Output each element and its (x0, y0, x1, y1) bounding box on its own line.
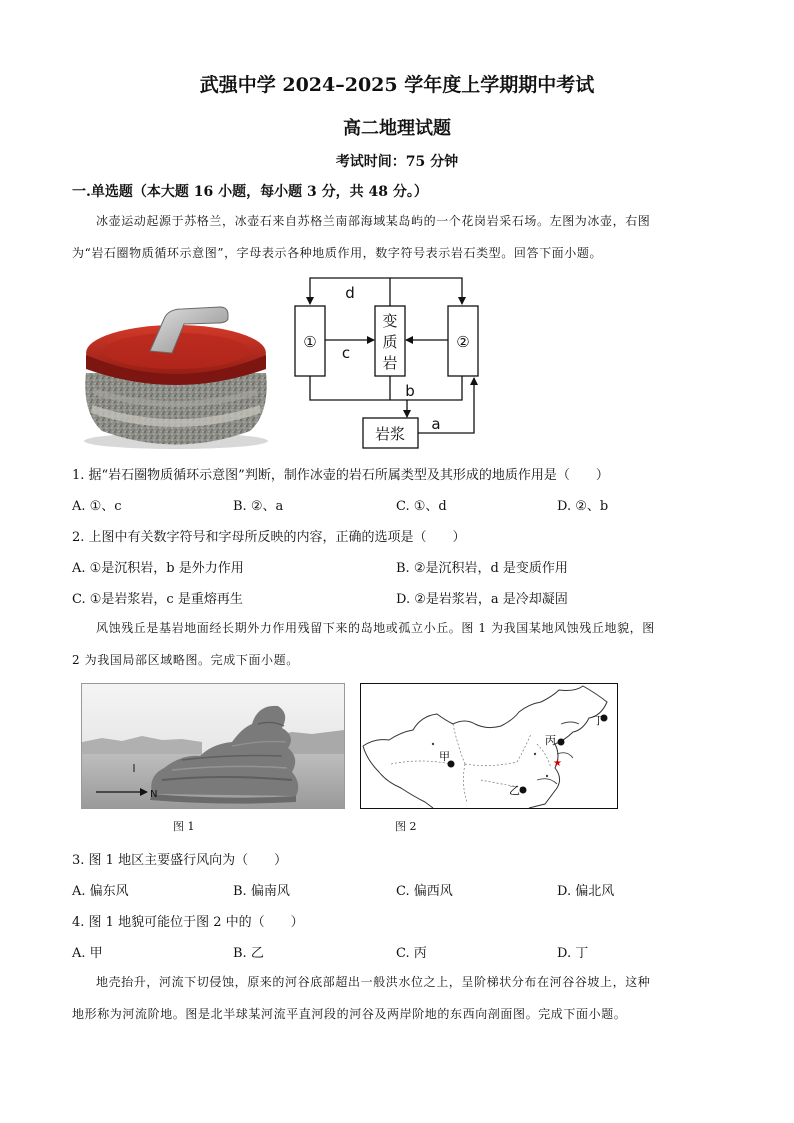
passage2-line1: 风蚀残丘是基岩地面经长期外力作用残留下来的岛地或孤立小丘。图 1 为我国某地风蚀残丘地貌，图 (96, 621, 655, 635)
exam-subtitle: 高二地理试题 (343, 118, 451, 139)
label-rock-2: ② (456, 333, 470, 351)
q3-option-d[interactable]: D. 偏北风 (557, 884, 615, 899)
exam-time: 考试时间：75 分钟 (335, 154, 459, 170)
q1-option-d[interactable]: D. ②、b (557, 499, 609, 514)
label-d: d (345, 284, 355, 302)
label-rock-1: ① (303, 333, 317, 351)
map-point-yi (520, 787, 527, 794)
map-label-ding: 丁 (593, 714, 604, 727)
passage2-line2: 2 为我国局部区域略图。完成下面小题。 (72, 653, 299, 667)
map-label-yi: 乙 (509, 784, 520, 797)
q1-option-c[interactable]: C. ①、d (396, 499, 447, 514)
exam-title: 武强中学 2024–2025 学年度上学期期中考试 (199, 74, 595, 96)
q2-option-b[interactable]: B. ②是沉积岩，d 是变质作用 (396, 561, 568, 576)
label-c: c (341, 344, 351, 362)
q1-option-a[interactable]: A. ①、c (72, 499, 122, 514)
rock-cycle-diagram (290, 272, 490, 452)
question-4: 4. 图 1 地貌可能位于图 2 中的（ ） (72, 915, 304, 930)
q4-option-a[interactable]: A. 甲 (72, 946, 103, 961)
curling-stone-image (72, 293, 277, 451)
map-point-bing (558, 739, 565, 746)
passage1-line1: 冰壶运动起源于苏格兰，冰壶石来自苏格兰南部海域某岛屿的一个花岗岩采石场。左图为冰壶，右图 (96, 214, 651, 228)
question-2: 2. 上图中有关数字符号和字母所反映的内容，正确的选项是（ ） (72, 530, 466, 545)
figure2-caption: 图 2 (395, 820, 417, 833)
map-label-jia: 甲 (439, 750, 450, 763)
label-magma: 岩浆 (374, 425, 406, 443)
figure2-map (360, 683, 618, 809)
map-label-bing: 丙 (545, 734, 556, 747)
q2-option-d[interactable]: D. ②是岩浆岩，a 是冷却凝固 (396, 592, 568, 607)
label-meta-2: 质 (382, 333, 398, 351)
q3-option-a[interactable]: A. 偏东风 (72, 884, 129, 899)
label-meta-3: 岩 (382, 354, 398, 372)
q3-option-b[interactable]: B. 偏南风 (233, 884, 290, 899)
label-a: a (431, 415, 441, 433)
label-b: b (405, 382, 415, 400)
passage3-line2: 地形称为河流阶地。图是北半球某河流平直河段的河谷及两岸阶地的东西向剖面图。完成下面小题。 (72, 1007, 627, 1021)
passage3-line1: 地壳抬升，河流下切侵蚀，原来的河谷底部超出一般洪水位之上，呈阶梯状分布在河谷谷坡上，这种 (96, 975, 651, 989)
question-3: 3. 图 1 地区主要盛行风向为（ ） (72, 853, 288, 868)
q4-option-b[interactable]: B. 乙 (233, 946, 264, 961)
north-arrow-label: N (150, 789, 158, 800)
q1-option-b[interactable]: B. ②、a (233, 499, 284, 514)
figure1-photo (81, 683, 345, 809)
q2-option-a[interactable]: A. ①是沉积岩，b 是外力作用 (72, 561, 244, 576)
passage1-line2: 为“岩石圈物质循环示意图”，字母表示各种地质作用，数字符号表示岩石类型。回答下面小题。 (72, 246, 603, 260)
question-1: 1. 据“岩石圈物质循环示意图”判断，制作冰壶的岩石所属类型及其形成的地质作用是（ ） (72, 468, 609, 483)
q2-option-c[interactable]: C. ①是岩浆岩，c 是重熔再生 (72, 592, 243, 607)
q3-option-c[interactable]: C. 偏西风 (396, 884, 453, 899)
svg-text:★: ★ (553, 758, 562, 769)
section-heading: 一.单选题（本大题 16 小题，每小题 3 分，共 48 分。） (72, 184, 428, 200)
label-meta-1: 变 (382, 312, 398, 330)
q4-option-c[interactable]: C. 丙 (396, 946, 427, 961)
figure1-caption: 图 1 (173, 820, 195, 833)
q4-option-d[interactable]: D. 丁 (557, 946, 589, 961)
